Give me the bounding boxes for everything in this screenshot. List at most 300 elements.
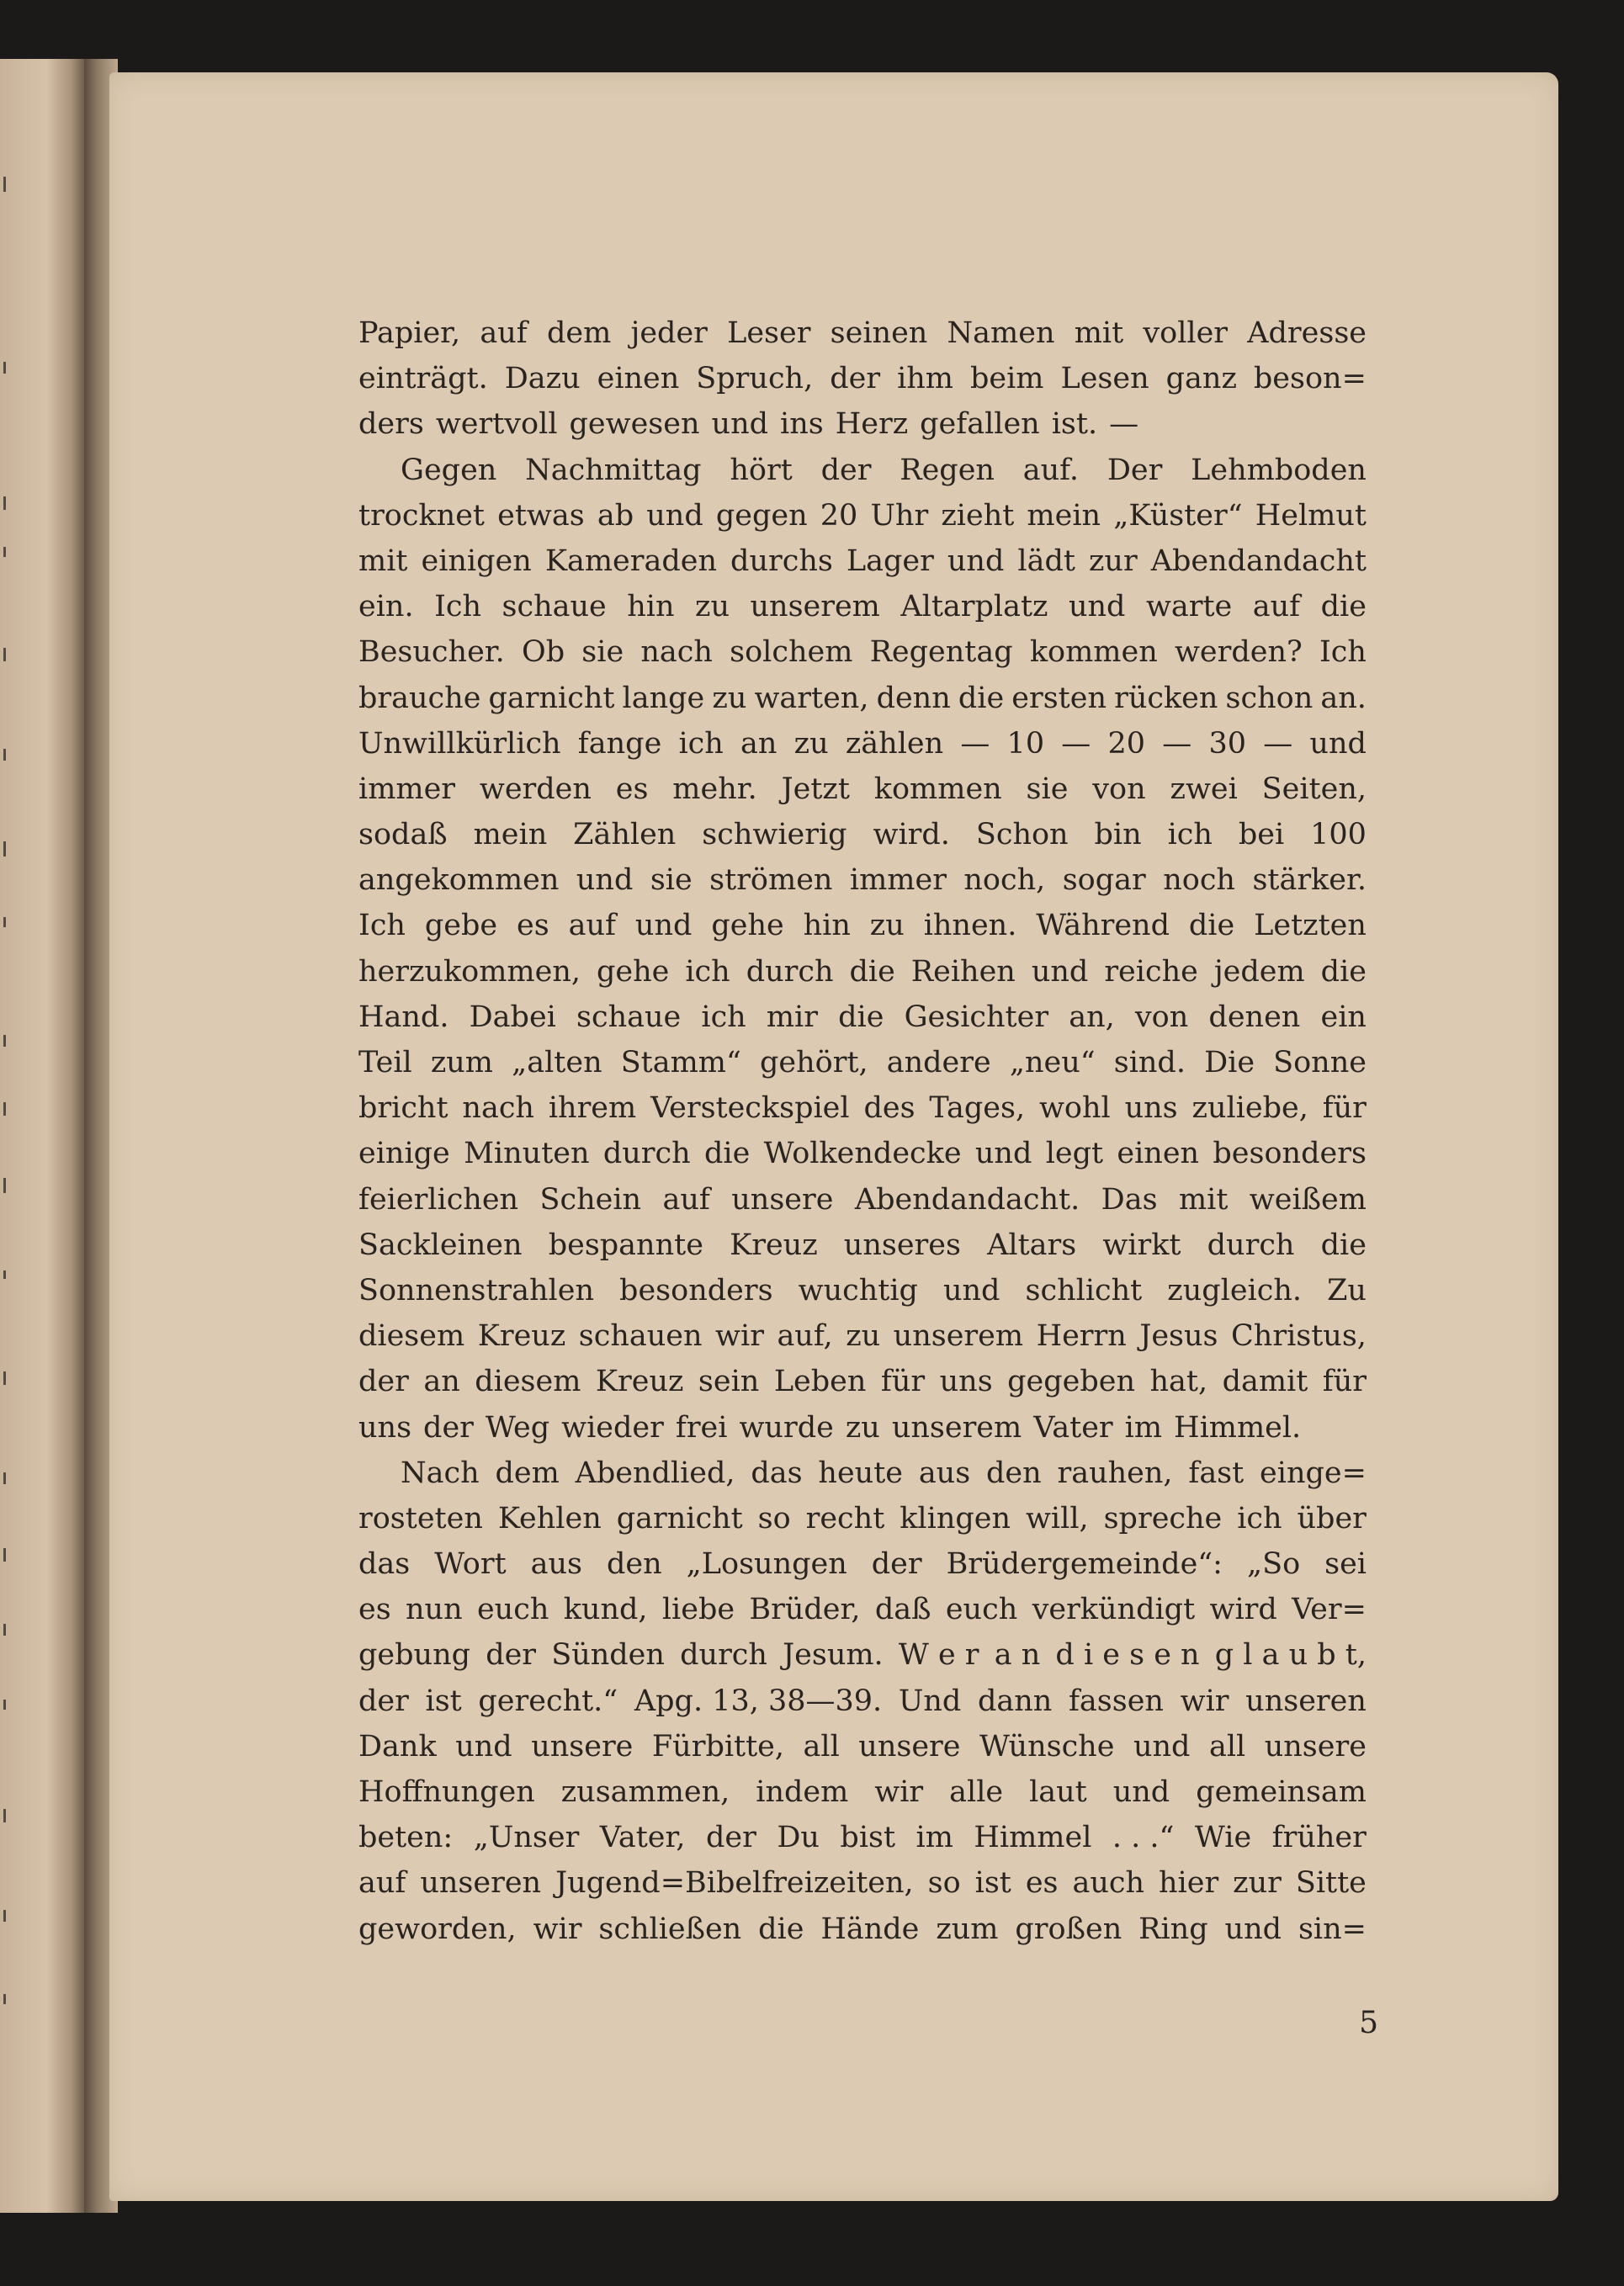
word: fange [577, 726, 662, 761]
word: Kehlen [497, 1501, 602, 1535]
word: warten, [754, 681, 869, 715]
word: schließen [598, 1912, 742, 1946]
word: Ob [522, 635, 565, 670]
text-line [358, 1000, 1367, 1046]
word: Ich [434, 590, 482, 624]
word: zum [430, 1046, 493, 1079]
word: gehe [597, 954, 670, 989]
text-line [358, 1593, 1367, 1638]
word: Wolkendecke [763, 1137, 962, 1171]
word: und [1309, 726, 1367, 761]
word: ab [597, 498, 634, 533]
word: Die [1204, 1046, 1255, 1079]
word: andere [886, 1046, 991, 1079]
word: voller [1143, 316, 1229, 350]
word: sodaß [358, 818, 448, 852]
word: unserem [893, 1319, 1024, 1354]
word: daß [874, 1593, 931, 1627]
word: Brüdergemeinde“: [946, 1547, 1223, 1582]
word: frei [675, 1410, 728, 1445]
word: Jetzt [781, 772, 850, 806]
word: ganz [1165, 362, 1237, 396]
word: ist [974, 1866, 1011, 1901]
word: Unwillkürlich [358, 726, 561, 761]
word: euch [476, 1593, 549, 1627]
text-line [358, 362, 1367, 407]
word: durch [680, 1638, 767, 1673]
word: Zählen [573, 818, 677, 852]
word: gemeinsam [1196, 1775, 1367, 1809]
word: bricht [358, 1091, 448, 1126]
word: Papier, [358, 316, 461, 350]
text-line [358, 590, 1367, 635]
word: beten: [358, 1821, 454, 1855]
word: all [1208, 1729, 1246, 1764]
word: unsere [1264, 1729, 1367, 1764]
word: im [1124, 1410, 1163, 1445]
text-line [358, 1228, 1367, 1274]
word: sie [650, 863, 693, 898]
word: Letzten [1254, 909, 1367, 943]
word: Altarplatz [900, 590, 1048, 624]
word: der [871, 1547, 922, 1582]
word: garnicht [616, 1501, 743, 1535]
word: . . .“ [1112, 1821, 1175, 1855]
text-line [358, 1684, 1367, 1730]
word: des [863, 1091, 915, 1126]
text-line [358, 1730, 1367, 1775]
text-line [358, 407, 1367, 453]
text-line [358, 1274, 1367, 1319]
word: und [942, 1273, 1000, 1307]
word: der [358, 1365, 409, 1399]
word: rücken [1114, 681, 1218, 715]
word: Kreuz [595, 1365, 684, 1399]
word: zusammen, [560, 1775, 730, 1809]
word: mir [766, 1000, 818, 1034]
word: bist [840, 1821, 896, 1855]
word: unserem [891, 1410, 1022, 1445]
word: und [711, 407, 769, 442]
word: gegen [715, 498, 808, 533]
word: auf [662, 1182, 710, 1217]
word: der [423, 1410, 474, 1445]
word: spreche [1103, 1501, 1223, 1535]
word: mit [358, 544, 408, 578]
text-line [358, 1319, 1367, 1365]
word: gebe [424, 909, 498, 943]
word: trocknet [358, 498, 485, 533]
word: durch [1207, 1228, 1295, 1262]
word: wieder [561, 1410, 664, 1445]
word: zur [1233, 1866, 1282, 1901]
word: durchs [730, 544, 833, 578]
word: Dabei [469, 1000, 556, 1034]
word: diesem [358, 1319, 465, 1354]
word: zuliebe, [1191, 1091, 1308, 1126]
word: und [947, 544, 1005, 578]
word: — [960, 726, 990, 761]
word: die [1320, 1228, 1367, 1262]
word: legt [1045, 1137, 1104, 1171]
word: brauche [358, 681, 481, 715]
text-line [358, 1411, 1367, 1456]
word: besonders [1213, 1137, 1367, 1171]
word: durch [602, 1137, 691, 1171]
word: lädt [1017, 544, 1075, 578]
text-line [358, 1775, 1367, 1821]
word: Ich [358, 909, 406, 943]
word: herzukommen, [358, 954, 581, 989]
word: Tages, [929, 1091, 1026, 1126]
word: unseren [420, 1866, 542, 1901]
word: Stamm“ [620, 1046, 741, 1079]
word: — [1061, 726, 1091, 761]
text-line [358, 1137, 1367, 1182]
word: dem [495, 1456, 560, 1490]
word: noch, [963, 863, 1046, 898]
word: Vater, [599, 1821, 686, 1855]
word: Abendlied, [575, 1456, 735, 1490]
word: fast [1188, 1456, 1245, 1490]
book-page [109, 72, 1558, 2201]
word: denen [1208, 1000, 1301, 1034]
word: an. [1320, 681, 1367, 715]
word: „Unser [473, 1821, 580, 1855]
word: gebung [358, 1638, 471, 1673]
word: hört [730, 453, 793, 487]
word: ist [425, 1684, 462, 1718]
word: wird [1209, 1593, 1277, 1627]
text-line [358, 544, 1367, 590]
word: laut [1029, 1775, 1087, 1809]
word: liebe [661, 1593, 735, 1627]
word: so [757, 1501, 791, 1535]
word: 20 [820, 498, 858, 533]
word: einige [358, 1137, 450, 1171]
word: auf [568, 909, 617, 943]
word: und [1112, 1775, 1170, 1809]
word: 30 [1208, 726, 1246, 761]
word: Uhr [870, 498, 929, 533]
word: beim [969, 362, 1044, 396]
word: Wünsche [979, 1729, 1115, 1764]
word: der [820, 453, 872, 487]
word: uns [358, 1410, 412, 1445]
text-line [358, 1456, 1367, 1502]
word: bei [1238, 818, 1285, 852]
word: an, [1069, 1000, 1115, 1034]
word: Versteckspiel [650, 1091, 850, 1126]
word: gehört, [759, 1046, 868, 1079]
word: auf [1252, 590, 1301, 624]
word: Und [898, 1684, 962, 1718]
word: gewesen [569, 407, 700, 442]
word: d i e s e n [1055, 1638, 1200, 1673]
word: die [838, 1000, 884, 1034]
word: Altars [987, 1228, 1077, 1262]
word: unserem [750, 590, 880, 624]
word: wir [715, 1319, 764, 1354]
word: die [1320, 954, 1367, 989]
word: und [974, 1137, 1032, 1171]
word: zu [845, 1410, 880, 1445]
text-line [358, 1547, 1367, 1593]
word: Namen [947, 316, 1055, 350]
word: werden? [1174, 635, 1303, 670]
word: denn [876, 681, 951, 715]
word: auf, [777, 1319, 833, 1354]
word: mit [1074, 316, 1124, 350]
word: unseren [1245, 1684, 1367, 1718]
text-line [358, 772, 1367, 818]
word: der [830, 362, 881, 396]
word: einge= [1260, 1456, 1367, 1490]
word: rosteten [358, 1501, 483, 1535]
word: Kreuz [477, 1319, 566, 1354]
word: Adresse [1247, 316, 1367, 350]
word: mehr. [672, 772, 757, 806]
word: — [1109, 407, 1139, 442]
word: Helmut [1255, 498, 1367, 533]
word: den [986, 1456, 1042, 1490]
word: ders [358, 407, 424, 442]
word: Ich [1319, 635, 1367, 670]
word: früher [1271, 1821, 1367, 1855]
word: ein [1320, 1000, 1367, 1034]
word: Nachmittag [525, 453, 702, 487]
word: schauen [578, 1319, 703, 1354]
word: angekommen [358, 863, 560, 898]
word: zur [1088, 544, 1138, 578]
word: unsere [858, 1729, 961, 1764]
word: geworden, [358, 1912, 517, 1946]
word: hat, [1149, 1365, 1208, 1399]
word: den [606, 1547, 662, 1582]
word: ihnen. [923, 909, 1017, 943]
text-line [358, 1183, 1367, 1228]
word: es [1025, 1866, 1059, 1901]
word: Kameraden [544, 544, 718, 578]
word: „Küster“ [1113, 498, 1243, 533]
word: dann [977, 1684, 1053, 1718]
word: für [1322, 1365, 1367, 1399]
word: die [958, 681, 1005, 715]
word: Teil [358, 1046, 412, 1079]
word: großen [1015, 1912, 1122, 1946]
word: durch [746, 954, 834, 989]
text-line [358, 863, 1367, 909]
word: Jesus [1139, 1319, 1218, 1354]
word: zwei [1170, 772, 1238, 806]
word: auf [480, 316, 528, 350]
word: zieht [941, 498, 1015, 533]
word: Sitte [1295, 1866, 1367, 1901]
word: wirkt [1102, 1228, 1181, 1262]
word: werden [479, 772, 592, 806]
word: im [915, 1821, 953, 1855]
word: zählen [845, 726, 944, 761]
word: Christus, [1231, 1319, 1367, 1354]
word: gegeben [1007, 1365, 1136, 1399]
text-line [358, 682, 1367, 727]
word: Besucher. [358, 635, 505, 670]
text-line [358, 316, 1367, 362]
word: mein [473, 818, 548, 852]
word: ich [1167, 818, 1213, 852]
word: an [740, 726, 778, 761]
word: fassen [1068, 1684, 1164, 1718]
word: Weg [485, 1410, 550, 1445]
word: Fürbitte, [651, 1729, 785, 1764]
word: Lehmboden [1191, 453, 1367, 487]
word: ich [685, 954, 730, 989]
word: die [849, 954, 895, 989]
word: von [1092, 772, 1146, 806]
word: weißem [1249, 1182, 1367, 1217]
word: wir [533, 1912, 582, 1946]
word: es [358, 1593, 391, 1627]
word: indem [756, 1775, 849, 1809]
word: „neu“ [1009, 1046, 1096, 1079]
word: kommen [873, 772, 1002, 806]
word: und [646, 498, 703, 533]
word: Abendandacht [1150, 544, 1367, 578]
word: seinen [830, 316, 928, 350]
word: 100 [1310, 818, 1367, 852]
word: Hand. [358, 1000, 449, 1034]
word: ihm [897, 362, 953, 396]
word: Gesichter [904, 1000, 1049, 1034]
word: die [703, 1137, 751, 1171]
word: sei [1324, 1547, 1367, 1582]
word: die [758, 1912, 804, 1946]
word: und [1133, 1729, 1191, 1764]
word: wohl [1038, 1091, 1111, 1126]
word: wertvoll [435, 407, 558, 442]
word: Der [1107, 453, 1163, 487]
word: g l a u b t, [1214, 1638, 1367, 1673]
word: immer [849, 863, 947, 898]
word: wurde [739, 1410, 834, 1445]
word: beson= [1253, 362, 1367, 396]
word: Zu [1327, 1273, 1367, 1307]
word: recht [805, 1501, 885, 1535]
word: rauhen, [1057, 1456, 1173, 1490]
word: uns [939, 1365, 993, 1399]
word: all [803, 1729, 840, 1764]
word: für [880, 1365, 926, 1399]
word: Sünden [551, 1638, 665, 1673]
word: Nach [401, 1456, 480, 1490]
word: Himmel [974, 1821, 1092, 1855]
word: für [1322, 1091, 1367, 1126]
word: das [358, 1547, 411, 1582]
word: schon [1225, 681, 1314, 715]
word: — [1162, 726, 1192, 761]
word: Wort [434, 1547, 507, 1582]
text-line [358, 727, 1367, 772]
word: der [358, 1684, 409, 1718]
word: schwierig [702, 818, 847, 852]
word: ihrem [548, 1091, 637, 1126]
text-line [358, 1046, 1367, 1091]
word: 10 [1006, 726, 1045, 761]
word: sin= [1298, 1912, 1367, 1946]
word: etwas [497, 498, 585, 533]
word: Jesum. [783, 1638, 884, 1673]
word: Vater [1033, 1410, 1113, 1445]
word: Kreuz [730, 1228, 818, 1262]
word: ins [780, 407, 824, 442]
word: kommen [1029, 635, 1158, 670]
text-line [358, 635, 1367, 681]
word: — [1263, 726, 1293, 761]
word: warte [1145, 590, 1233, 624]
word: zu [793, 726, 829, 761]
text-line [358, 1912, 1367, 1958]
word: uns [1124, 1091, 1178, 1126]
word: nach [462, 1091, 534, 1126]
word: heute [818, 1456, 903, 1490]
word: schaue [576, 1000, 682, 1034]
word: zu [869, 909, 905, 943]
word: a n [994, 1638, 1041, 1673]
word: lange [622, 681, 705, 715]
word: ein. [358, 590, 414, 624]
facing-page-edge [0, 59, 84, 2213]
text-line [358, 1866, 1367, 1912]
word: sie [581, 635, 624, 670]
text-line [358, 1365, 1367, 1410]
text-line [358, 1502, 1367, 1547]
word: Seiten, [1261, 772, 1367, 806]
word: Dazu [504, 362, 581, 396]
word: schlicht [1025, 1273, 1143, 1307]
word: zugleich. [1167, 1273, 1303, 1307]
word: ersten [1011, 681, 1107, 715]
word: alle [949, 1775, 1004, 1809]
word: Leben [773, 1365, 867, 1399]
word: das [751, 1456, 803, 1490]
word: Du [777, 1821, 820, 1855]
word: wuchtig [798, 1273, 918, 1307]
word: wir [1180, 1684, 1229, 1718]
word: dem [546, 316, 612, 350]
text-line [358, 909, 1367, 954]
word: klingen [900, 1501, 1011, 1535]
word: nun [406, 1593, 463, 1627]
text-line [358, 818, 1367, 863]
text-line [358, 453, 1367, 499]
word: 20 [1107, 726, 1146, 761]
word: Ring [1138, 1912, 1208, 1946]
word: „alten [512, 1046, 602, 1079]
word: es [517, 909, 549, 943]
word: „So [1246, 1547, 1301, 1582]
word: jeder [630, 316, 708, 350]
word: und [634, 909, 693, 943]
word: von [1134, 1000, 1189, 1034]
word: Regen [900, 453, 995, 487]
page-number: 5 [1359, 2006, 1378, 2040]
word: reiche [1104, 954, 1198, 989]
word: mit [1178, 1182, 1229, 1217]
word: ich [678, 726, 724, 761]
word: an [423, 1365, 460, 1399]
body-text [358, 316, 1367, 1958]
text-line [358, 499, 1367, 544]
